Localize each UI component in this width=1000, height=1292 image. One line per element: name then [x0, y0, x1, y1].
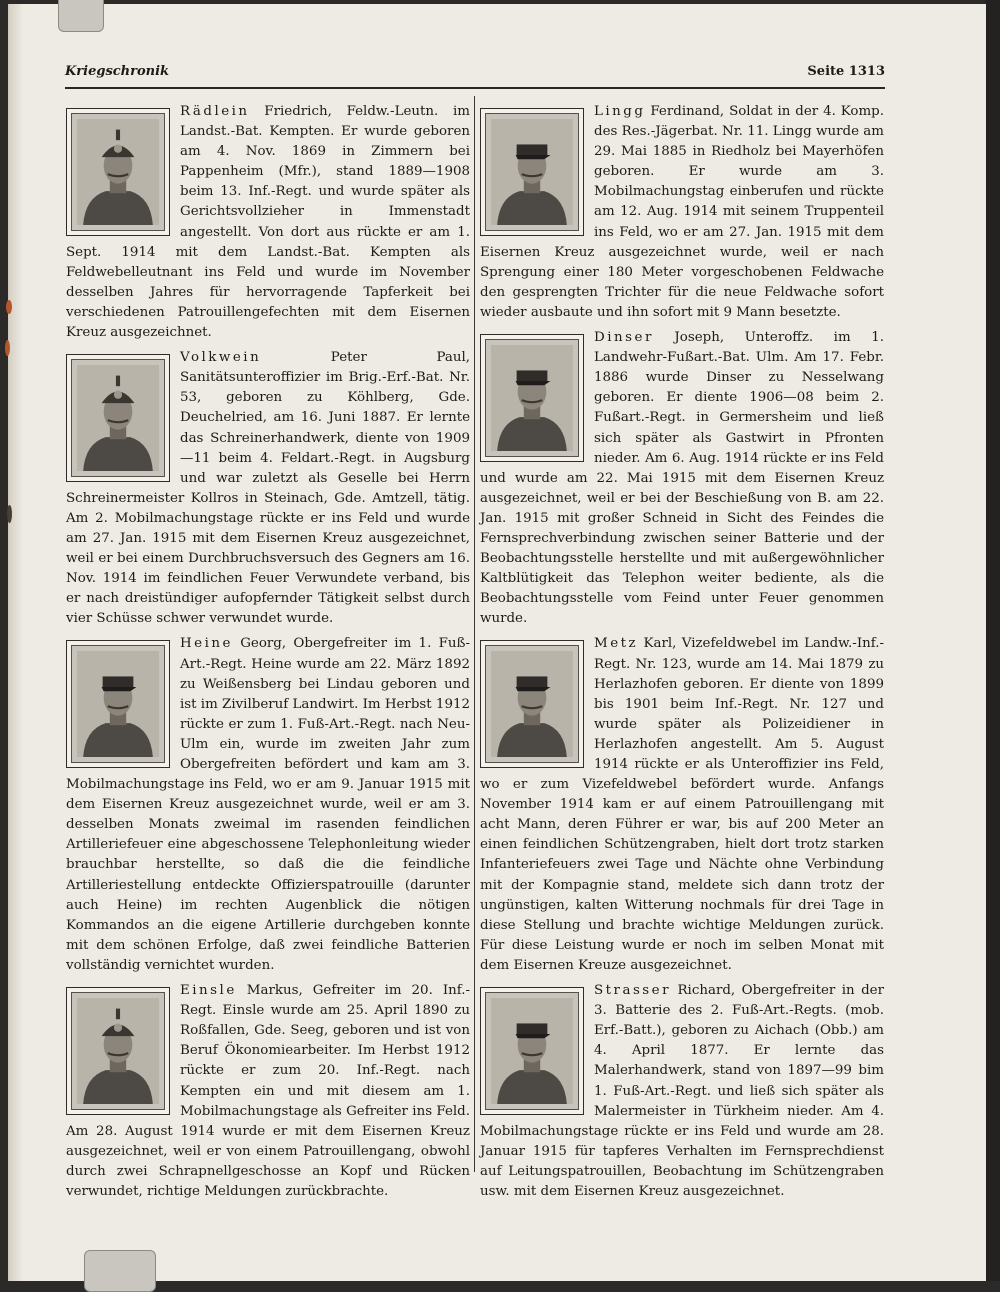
header-rule	[65, 87, 885, 89]
column-left	[66, 102, 470, 1207]
entry-text: Richard, Obergefreiter in der 3. Batterie des 2. Fuß-Art.-Regts. (mob. Erf.-Batt.), geboren zu Aichach (Obb.) am 4. April 1877. Er lernte das Malerhandwerk, stand von 1897—99 bim 1. Fuß-Art.-Regt. und ließ sich später als Malermeister in Türkheim nieder. Am 4. Mobilmachungstage rückte er ins Feld und wurde am 28. Januar 1915 für tapferes Verhalten im Fernsprechdienst auf Leitungspatrouillen, Beobachtung im Schützengraben usw. mit dem Eisernen Kreuz ausgezeichnet.	[480, 983, 884, 1199]
obituary-entry	[480, 102, 884, 323]
entry-name: Lingg	[594, 104, 646, 119]
soldier-portrait-icon	[77, 365, 159, 471]
entry-name: Volkwein	[180, 350, 262, 366]
entry-name: Heine	[180, 636, 233, 652]
portrait-photo	[480, 334, 584, 462]
entry-name: Strasser	[594, 983, 672, 999]
entry-name: Rädlein	[180, 104, 250, 119]
obituary-entry	[480, 328, 884, 629]
entry-name: Metz	[594, 636, 639, 652]
entry-name: Einsle	[180, 983, 237, 999]
obituary-entry	[66, 102, 470, 343]
obituary-entry	[480, 981, 884, 1202]
entry-name: Dinser	[594, 330, 654, 346]
entry-text: Joseph, Unteroffz. im 1. Landwehr-Fußart.-Bat. Ulm. Am 17. Febr. 1886 wurde Dinser zu Nesselwang geboren. Er diente 1906—08 beim 2. Fußart.-Regt. in Germersheim und ließ sich später als Gastwirt in Pfronten nieder. Am 6. Aug. 1914 rückte er ins Feld und wurde am 22. Mai 1915 mit dem Eisernen Kreuz ausgezeichnet, weil er bei der Beschießung von B. am 22. Jan. 1915 mit großer Schneid in Sicht des Feindes die Fernsprechverbindung zwischen seiner Batterie und der Beobachtungsstelle herstellte und mit außergewöhnlicher Kaltblütigkeit das Telephon weiter bediente, als die Beobachtungsstelle vom Feind unter Feuer genommen wurde.	[480, 330, 884, 627]
obituary-entry	[66, 348, 470, 629]
soldier-portrait-icon	[77, 651, 159, 757]
entry-text: Ferdinand, Soldat in der 4. Komp. des Res.-Jägerbat. Nr. 11. Lingg wurde am 29. Mai 1885 in Riedholz bei Mayerhöfen geboren. Er wurde am 3. Mobilmachungstag einberufen und rückte am 12. Aug. 1914 mit seinem Truppenteil ins Feld, wo er am 27. Jan. 1915 mit dem Eisernen Kreuz ausgezeichnet wurde, weil er nach Sprengung einer 180 Meter vorgeschobenen Feldwache den gesprengten Trichter für die neue Feldwache sofort wieder ausbaute und ihn sofort mit 9 Mann besetzte.	[480, 104, 884, 320]
portrait-photo	[480, 640, 584, 768]
obituary-entry	[66, 981, 470, 1202]
entry-text: Peter Paul, Sanitätsunteroffizier im Brig.-Erf.-Bat. Nr. 53, geboren zu Köhlberg, Gde. Deuchelried, am 16. Juni 1887. Er lernte das Schreinerhandwerk, diente von 1909—11 beim 4. Feldart.-Regt. in Augsburg und war zuletzt als Geselle bei Herrn Schreinermeister Kollros in Steinach, Gde. Amtzell, tätig. Am 2. Mobilmachungstage rückte er ins Feld und wurde am 27. Jan. 1915 mit dem Eisernen Kreuz ausgezeichnet, weil er bei einem Durchbruchsversuch des Gegners am 16. Nov. 1914 im feindlichen Feuer Verwundete verband, bis er nach dreistündiger aufopfernder Tätigkeit selbst durch vier Schüsse schwer verwundet wurde.	[66, 350, 470, 627]
rust-stain	[7, 505, 12, 523]
scan-dark-edge	[985, 0, 1000, 1281]
soldier-portrait-icon	[491, 119, 573, 225]
column-rule	[474, 96, 475, 1172]
page-number: Seite 1313	[807, 64, 885, 79]
binder-clip-top	[58, 0, 104, 32]
page-header	[65, 64, 885, 86]
soldier-portrait-icon	[491, 998, 573, 1104]
soldier-portrait-icon	[491, 345, 573, 451]
rust-stain	[5, 340, 10, 356]
obituary-entry	[66, 634, 470, 976]
portrait-photo	[66, 108, 170, 236]
portrait-photo	[66, 640, 170, 768]
column-right	[480, 102, 884, 1207]
entry-text: Karl, Vizefeldwebel im Landw.-Inf.-Regt. Nr. 123, wurde am 14. Mai 1879 zu Herlazhofen geboren. Er diente von 1899 bis 1901 beim Inf.-Regt. Nr. 127 und wurde später als Polizeidiener in Herlazhofen angestellt. Am 5. August 1914 rückte er als Unteroffizier ins Feld, wo er zum Vizefeldwebel befördert wurde. Anfangs November 1914 kam er auf einem Patrouillengang mit acht Mann, deren Führer er war, bis auf 200 Meter an einen feindlichen Schützengraben, hielt dort trotz starken Infanteriefeuers zwei Tage und Nächte ohne Verbindung mit der Kompagnie stand, meldete sich dann trotz der ungünstigen, kalten Witterung nochmals für drei Tage in diese Stellung und brachte wichtige Meldungen zurück. Für diese Leistung wurde er noch im selben Monat mit dem Eisernen Kreuze ausgezeichnet.	[480, 636, 884, 973]
binder-clip-bottom	[84, 1250, 156, 1292]
soldier-portrait-icon	[77, 998, 159, 1104]
portrait-photo	[480, 987, 584, 1115]
rust-stain	[6, 300, 12, 314]
entry-text: Georg, Obergefreiter im 1. Fuß-Art.-Regt. Heine wurde am 22. März 1892 zu Weißensberg bei Lindau geboren und ist im Zivilberuf Landwirt. Im Herbst 1912 rückte er zum 1. Fuß-Art.-Regt. nach Neu-Ulm ein, wurde im zweiten Jahr zum Obergefreiten befördert und kam am 3. Mobilmachungstage ins Feld, wo er am 9. Januar 1915 mit dem Eisernen Kreuz ausgezeichnet wurde, weil er am 3. desselben Monats zweimal im rasenden feindlichen Artilleriefeuer eine abgeschossene Telephonleitung wieder brauchbar herstellte, so daß die die feindliche Artilleriestellung entdeckte Offizierspatrouille (darunter auch Heine) im rechten Augenblick die nötigen Kommandos an die eigene Artillerie durchgeben konnte mit dem schönen Erfolge, daß zwei feindliche Batterien vollständig vernichtet wurden.	[66, 636, 470, 973]
soldier-portrait-icon	[77, 119, 159, 225]
soldier-portrait-icon	[491, 651, 573, 757]
entry-text: Friedrich, Feldw.-Leutn. im Landst.-Bat. Kempten. Er wurde geboren am 4. Nov. 1869 in Zimmern bei Pappenheim (Mfr.), stand 1889—1908 beim 13. Inf.-Regt. und wurde später als Gerichtsvollzieher in Immenstadt angestellt. Von dort aus rückte er am 1. Sept. 1914 mit dem Landst.-Bat. Kempten als Feldwebelleutnant ins Feld und wurde im November desselben Jahres für hervorragende Tapferkeit bei verschiedenen Patrouillengefechten mit dem Eisernen Kreuz ausgezeichnet.	[66, 104, 470, 341]
entry-text: Markus, Gefreiter im 20. Inf.-Regt. Einsle wurde am 25. April 1890 zu Roßfallen, Gde. Seeg, geboren und ist von Beruf Ökonomiearbeiter. Im Herbst 1912 rückte er zum 20. Inf.-Regt. nach Kempten ein und mit diesem am 1. Mobilmachungstage als Gefreiter ins Feld. Am 28. August 1914 wurde er mit dem Eisernen Kreuz ausgezeichnet, weil er von einem Patrouillengang, obwohl durch zwei Schrapnellgeschosse an Kopf und Rücken verwundet, richtige Meldungen zurückbrachte.	[66, 983, 470, 1199]
portrait-photo	[480, 108, 584, 236]
portrait-photo	[66, 987, 170, 1115]
obituary-entry	[480, 634, 884, 976]
running-head: Kriegschronik	[65, 64, 170, 79]
portrait-photo	[66, 354, 170, 482]
